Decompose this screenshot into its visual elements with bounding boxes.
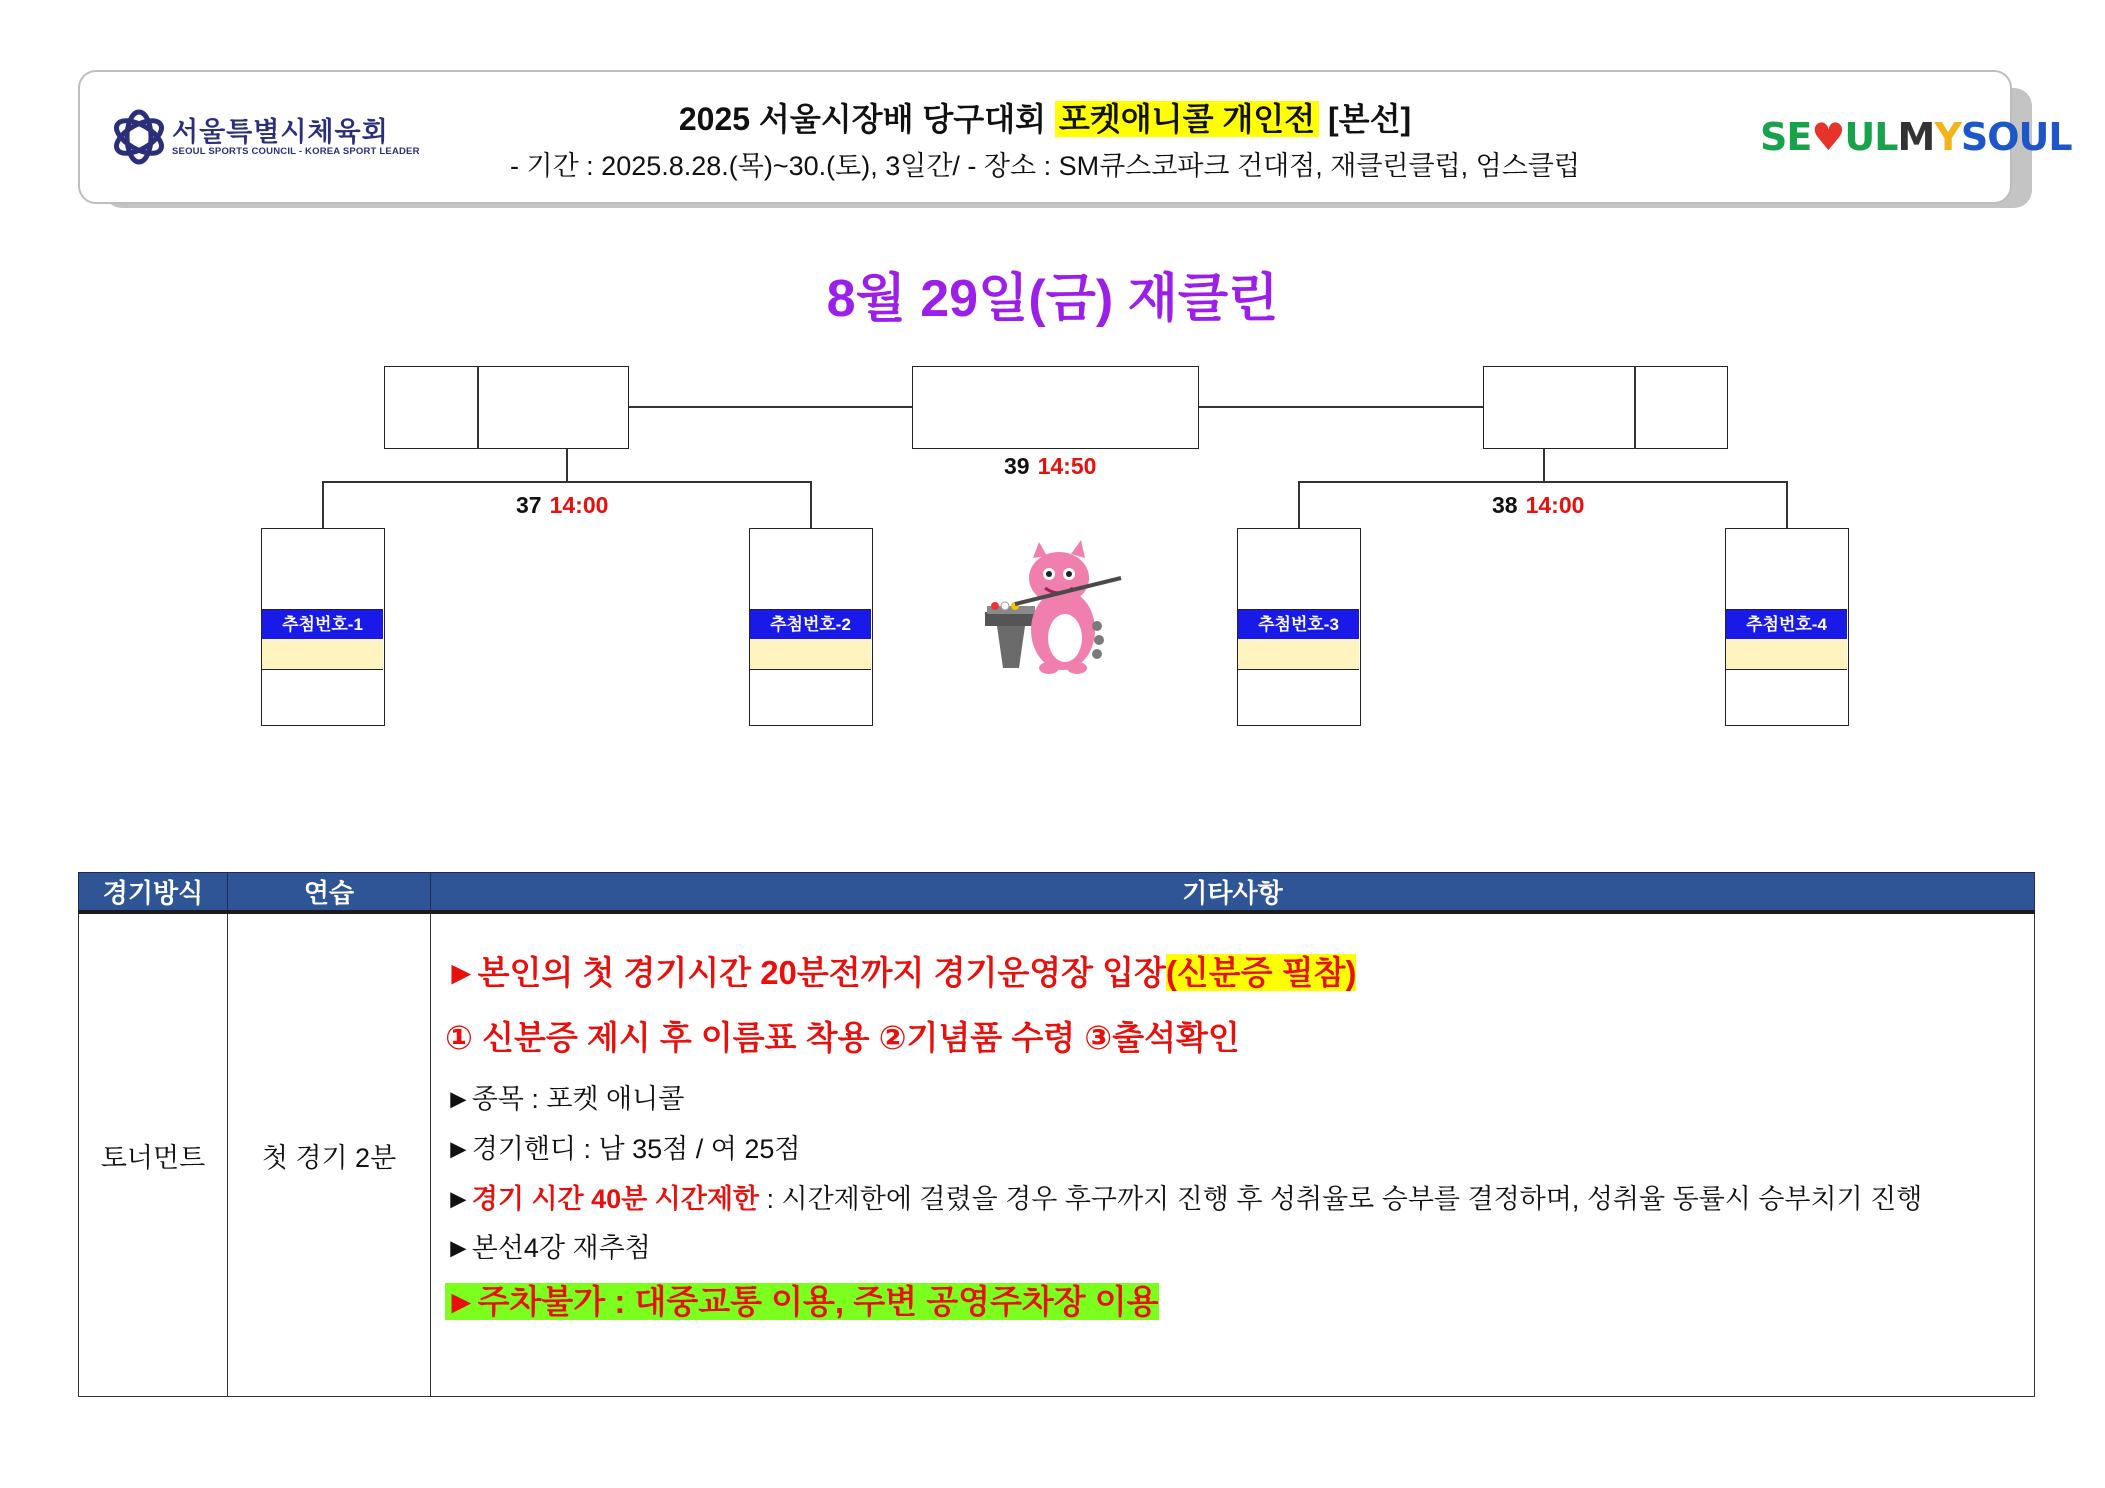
competition-info-table — [78, 872, 2035, 1397]
note-redraw: ►본선4강 재추첨 — [445, 1233, 651, 1264]
player-slot-1 — [261, 528, 385, 726]
connector-slot1 — [322, 481, 324, 528]
practice-cell: 첫 경기 2분 — [228, 912, 431, 1397]
connector-left-final — [629, 406, 912, 408]
event-title — [80, 94, 2010, 140]
slogan-part: UL — [2018, 115, 2072, 159]
final-winner-box — [912, 366, 1199, 449]
header-format: 경기방식 — [79, 873, 228, 913]
player-slot-4 — [1725, 528, 1849, 726]
note-handicap: ►경기핸디 : 남 35점 / 여 25점 — [445, 1133, 801, 1164]
player-slot-3 — [1237, 528, 1361, 726]
seed-label: 추첨번호-1 — [262, 609, 383, 640]
org-name: 서울특별시체육회 — [172, 117, 389, 147]
semi-right-divider — [1634, 366, 1636, 449]
player-name-cell — [262, 639, 383, 670]
connector-right-stem — [1543, 449, 1545, 482]
slogan-part: SE — [1760, 115, 1812, 159]
note-event-type: ►종목 : 포켓 애니콜 — [445, 1083, 685, 1114]
note-time-limit — [445, 1184, 2034, 1216]
seoul-my-soul-logo — [1760, 112, 2072, 162]
note-time-limit-detail: : 시간제한에 걸렸을 경우 후구까지 진행 후 성취율로 승부를 결정하며, 성취율 동률시 승부치기 진행 — [759, 1183, 1923, 1214]
connector-left-stem — [566, 449, 568, 482]
table-row — [79, 912, 2035, 1397]
note-time-limit-red: 경기 시간 40분 시간제한 — [471, 1183, 760, 1214]
connector-right-final — [1199, 406, 1483, 408]
semi-right-match-label — [1492, 492, 1584, 519]
event-title-suffix: [본선] — [1328, 101, 1412, 137]
day-venue-title: 8월 29일(금) 재클린 — [826, 270, 1279, 328]
final-match-number: 39 — [1004, 453, 1030, 479]
note-no-parking-text: ►주차불가 : 대중교통 이용, 주변 공영주차장 이용 — [445, 1283, 1159, 1321]
note-entry-time-main: ►본인의 첫 경기시간 20분전까지 경기운영장 입장 — [445, 954, 1166, 991]
event-title-prefix: 2025 서울시장배 당구대회 — [678, 101, 1047, 137]
note-time-limit-arrow: ► — [445, 1183, 472, 1214]
note-no-parking — [445, 1283, 2034, 1322]
semi-left-box — [384, 366, 629, 449]
org-subtitle: SEOUL SPORTS COUNCIL - KOREA SPORT LEADER — [172, 146, 420, 157]
connector-slot4 — [1786, 481, 1788, 528]
event-period-venue: - 기간 : 2025.8.28.(목)~30.(토), 3일간/ - 장소 : SM큐스코파크 건대점, 재클린클럽, 엄스클럽 — [510, 151, 1580, 181]
slogan-part: O — [1987, 115, 2019, 159]
semi-left-match-time: 14:00 — [549, 492, 609, 518]
header-notes: 기타사항 — [431, 873, 2035, 913]
seed-label: 추첨번호-2 — [750, 609, 871, 640]
slogan-part: M — [1897, 115, 1935, 159]
connector-left-horizontal — [322, 481, 811, 483]
note-id-required: (신분증 필참) — [1165, 954, 1357, 991]
seed-label: 추첨번호-4 — [1726, 609, 1847, 640]
slogan-part: UL — [1844, 115, 1898, 159]
semi-left-divider — [477, 366, 479, 449]
slogan-part: Y — [1934, 115, 1961, 159]
semi-right-match-time: 14:00 — [1525, 492, 1585, 518]
player-name-cell — [1238, 639, 1359, 670]
header-practice: 연습 — [228, 873, 431, 913]
player-name-cell — [1726, 639, 1847, 670]
slogan-heart-icon: ♥ — [1811, 115, 1845, 159]
final-match-time: 14:50 — [1037, 453, 1097, 479]
semi-right-match-number: 38 — [1492, 492, 1518, 518]
final-match-label — [1004, 453, 1096, 480]
table-header-row — [79, 873, 2035, 913]
connector-slot3 — [1298, 481, 1300, 528]
slogan-part: S — [1960, 115, 1988, 159]
note-entry-time — [445, 954, 2034, 993]
connector-right-horizontal — [1298, 481, 1787, 483]
semi-right-box — [1483, 366, 1728, 449]
semi-left-match-number: 37 — [516, 492, 542, 518]
notes-cell — [431, 912, 2035, 1397]
connector-slot2 — [810, 481, 812, 528]
note-checkin-steps: ① 신분증 제시 후 이름표 착용 ②기념품 수령 ③출석확인 — [445, 1018, 1240, 1056]
header-banner — [78, 70, 2072, 204]
semi-left-match-label — [516, 492, 608, 519]
player-slot-2 — [749, 528, 873, 726]
format-cell: 토너먼트 — [79, 912, 228, 1397]
seed-label: 추첨번호-3 — [1238, 609, 1359, 640]
player-name-cell — [750, 639, 871, 670]
billiards-mascot-illustration — [985, 540, 1125, 675]
event-title-highlight: 포켓애니콜 개인전 — [1055, 101, 1319, 137]
